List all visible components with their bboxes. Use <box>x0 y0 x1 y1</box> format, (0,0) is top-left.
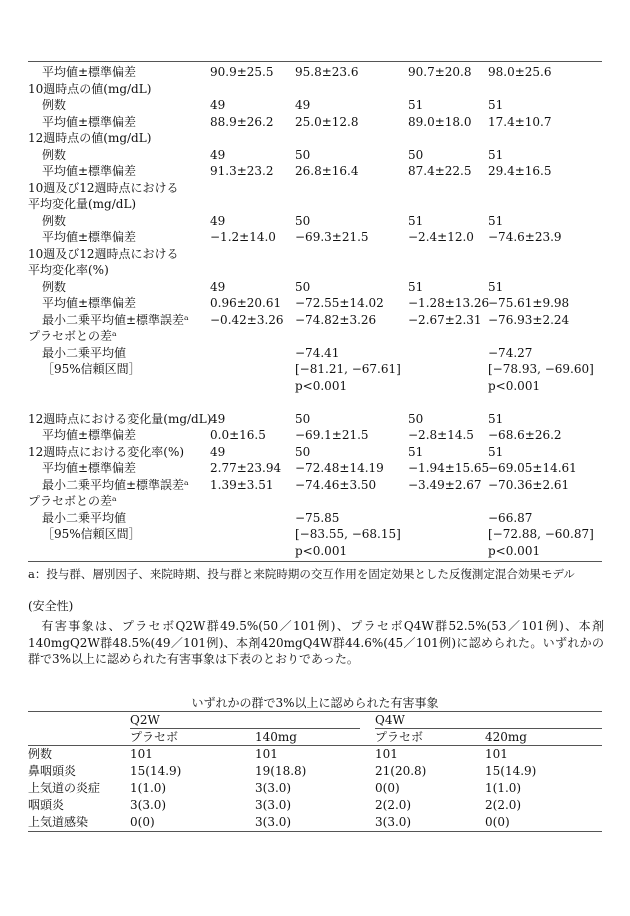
table-row <box>28 763 602 780</box>
table-cell: −69.1±21.5 <box>295 428 369 442</box>
table-row <box>28 526 602 543</box>
table-cell <box>408 345 488 362</box>
table-cell: 29.4±16.5 <box>488 164 552 178</box>
table-row <box>28 477 602 494</box>
table-cell: 50 <box>408 411 424 426</box>
table-row <box>28 411 602 428</box>
table-cell: 101 <box>130 747 153 761</box>
table-cell <box>210 526 295 543</box>
table-row <box>28 814 602 831</box>
ae-column-header: 140mg <box>255 730 297 744</box>
table-cell <box>210 180 295 197</box>
table-cell <box>408 246 488 263</box>
table-cell: p<0.001 <box>488 378 541 393</box>
table-cell <box>408 510 488 527</box>
table-cell: −3.49±2.67 <box>408 477 482 492</box>
table-row <box>28 460 602 477</box>
table-row <box>28 345 602 362</box>
table-cell: −0.42±3.26 <box>210 312 284 327</box>
table-cell <box>488 246 602 263</box>
table-cell: 49 <box>210 279 226 294</box>
table-cell: 101 <box>485 747 508 761</box>
table-cell: 98.0±25.6 <box>488 65 552 79</box>
table-cell: 1.39±3.51 <box>210 477 274 492</box>
table-cell: [−72.88, −60.87] <box>488 527 594 541</box>
table-row <box>28 746 602 763</box>
table-cell: −74.46±3.50 <box>295 477 377 492</box>
table-cell: −70.36±2.61 <box>488 477 570 492</box>
table-cell: 88.9±26.2 <box>210 114 274 129</box>
row-label: 平均値±標準偏差 <box>42 428 137 442</box>
table-cell: p<0.001 <box>488 543 541 558</box>
table-cell: 51 <box>488 444 504 459</box>
ae-column-header-row <box>28 729 602 746</box>
table-cell: 89.0±18.0 <box>408 114 472 129</box>
row-label <box>28 394 210 411</box>
ae-group-q2w: Q2W <box>130 712 360 729</box>
ae-column-header: プラセボ <box>130 730 179 744</box>
table-cell: 49 <box>210 147 226 162</box>
table-cell <box>408 526 488 543</box>
table-cell <box>488 81 602 98</box>
table-cell <box>210 493 295 510</box>
table-cell: 91.3±23.2 <box>210 164 274 178</box>
table-cell: [−83.55, −68.15] <box>295 527 401 541</box>
table-cell <box>210 378 295 395</box>
table-cell: −1.28±13.26 <box>408 296 490 310</box>
table-cell: 17.4±10.7 <box>488 114 552 129</box>
ae-column-header: プラセボ <box>375 730 424 744</box>
row-label: ［95%信頼区間］ <box>42 527 141 541</box>
table-cell <box>488 493 602 510</box>
table-row <box>28 543 602 560</box>
row-label: 12週時点の値(mg/dL) <box>28 131 152 145</box>
row-label: 最小二乗平均値±標準誤差ᵃ <box>42 312 189 327</box>
table-cell <box>295 196 408 213</box>
table-cell: 25.0±12.8 <box>295 114 359 129</box>
table-cell <box>210 262 295 279</box>
table-row <box>28 64 602 81</box>
table-row <box>28 229 602 246</box>
table-cell <box>488 394 602 411</box>
table-cell: 49 <box>210 213 226 228</box>
table-row <box>28 378 602 395</box>
table-row <box>28 180 602 197</box>
table-row <box>28 394 602 411</box>
table-cell <box>408 543 488 560</box>
table-cell: 3(3.0) <box>375 815 412 829</box>
ae-header-spacer <box>28 729 130 745</box>
table-row <box>28 196 602 213</box>
table-cell <box>488 130 602 147</box>
table-cell: 50 <box>295 147 311 162</box>
row-label: 例数 <box>28 747 53 761</box>
row-label: 10週時点の値(mg/dL) <box>28 81 152 96</box>
table-cell: −72.48±14.19 <box>295 461 384 475</box>
table-cell <box>295 394 408 411</box>
table-row <box>28 295 602 312</box>
table-cell <box>408 378 488 395</box>
table-cell: 51 <box>488 213 504 228</box>
table-row <box>28 780 602 797</box>
table-cell <box>408 328 488 345</box>
table-cell: 0(0) <box>485 815 510 829</box>
statistics-table-rows <box>28 64 602 559</box>
table-cell: p<0.001 <box>295 378 348 393</box>
table-cell <box>408 394 488 411</box>
table-cell: 19(18.8) <box>255 764 307 778</box>
row-label: 12週時点における変化率(%) <box>28 444 185 459</box>
table-cell: −74.6±23.9 <box>488 230 562 244</box>
table-cell: 51 <box>488 279 504 294</box>
table-cell: [−81.21, −67.61] <box>295 362 401 376</box>
table-row <box>28 328 602 345</box>
table-cell: 50 <box>295 279 311 294</box>
table-cell: −72.55±14.02 <box>295 296 384 310</box>
table-cell <box>488 180 602 197</box>
table-cell <box>408 130 488 147</box>
row-label: 例数 <box>42 213 67 228</box>
table-cell: [−78.93, −69.60] <box>488 362 594 376</box>
row-label: 平均変化量(mg/dL) <box>28 197 137 211</box>
table-cell <box>488 262 602 279</box>
table-cell <box>295 493 408 510</box>
table-cell: −74.27 <box>488 345 533 360</box>
table-cell: 49 <box>210 444 226 459</box>
table-row <box>28 81 602 98</box>
row-label: 平均値±標準偏差 <box>42 65 137 79</box>
row-label: ［95%信頼区間］ <box>42 362 141 376</box>
row-label: 上気道感染 <box>28 815 89 829</box>
ae-group-q4w: Q4W <box>375 712 602 729</box>
table-cell: 51 <box>488 411 504 426</box>
table-cell <box>408 262 488 279</box>
table-cell: 2(2.0) <box>485 798 522 812</box>
table-cell: 51 <box>488 98 504 112</box>
table-cell: −2.8±14.5 <box>408 428 474 442</box>
table-cell <box>295 328 408 345</box>
table-cell: 101 <box>375 747 398 761</box>
table-cell: −2.4±12.0 <box>408 230 474 244</box>
table-cell: 50 <box>295 411 311 426</box>
table-cell <box>295 81 408 98</box>
table-cell: 90.9±25.5 <box>210 65 274 79</box>
table-cell: 3(3.0) <box>255 815 292 829</box>
table-cell: 3(3.0) <box>255 798 292 812</box>
table-cell: 26.8±16.4 <box>295 164 359 178</box>
table-cell <box>408 196 488 213</box>
table-row <box>28 510 602 527</box>
row-label: 10週及び12週時点における <box>28 246 179 261</box>
ae-column-header: 420mg <box>485 730 527 744</box>
table-cell: −1.2±14.0 <box>210 230 276 244</box>
row-label: プラセボとの差ᵃ <box>28 329 117 343</box>
table-cell: 51 <box>488 147 504 162</box>
table-cell: 50 <box>295 444 311 459</box>
table-cell: 49 <box>210 98 226 112</box>
table-cell: −76.93±2.24 <box>488 312 570 327</box>
table-cell <box>488 196 602 213</box>
table-footnote: a：投与群、層別因子、来院時期、投与群と来院時期の交互作用を固定効果とした反復測定混合効果モデル <box>28 567 575 581</box>
table-cell: −75.61±9.98 <box>488 296 570 310</box>
safety-paragraph: 有害事象は、プラセボQ2W群49.5%(50／101例)、プラセボQ4W群52.5%(53／101例)、本剤140mgQ2W群48.5%(49／101例)、本剤420mgQ4W群44.6%(45／101例)に認められた。いずれかの群で3%以上に認められた有害事象は下表のとおりであった。 <box>28 619 604 666</box>
table-row <box>28 279 602 296</box>
row-label: プラセボとの差ᵃ <box>28 494 117 508</box>
table-cell <box>210 196 295 213</box>
table-cell <box>210 328 295 345</box>
table-cell: 101 <box>255 747 278 761</box>
table-cell: 15(14.9) <box>130 764 182 778</box>
table-cell: 95.8±23.6 <box>295 65 359 79</box>
row-label: 平均値±標準偏差 <box>42 164 137 178</box>
row-label: 平均値±標準偏差 <box>42 461 137 475</box>
table-cell: 51 <box>408 279 424 294</box>
row-label: 平均変化率(%) <box>28 263 109 277</box>
table-cell: 0.0±16.5 <box>210 428 266 442</box>
table-cell: −75.85 <box>295 510 340 525</box>
table-row <box>28 427 602 444</box>
table-cell: −74.41 <box>295 345 340 360</box>
table-cell: −2.67±2.31 <box>408 312 482 327</box>
ae-group-header-row <box>28 712 602 729</box>
table-cell: p<0.001 <box>295 543 348 558</box>
row-label: 平均値±標準偏差 <box>42 230 137 244</box>
table-cell <box>295 262 408 279</box>
table-row <box>28 797 602 814</box>
row-label <box>28 378 210 395</box>
table-cell <box>295 246 408 263</box>
table-cell: −68.6±26.2 <box>488 428 562 442</box>
row-label: 最小二乗平均値 <box>42 345 127 360</box>
table-cell <box>408 180 488 197</box>
table-row <box>28 312 602 329</box>
safety-section-heading: (安全性) <box>28 599 74 613</box>
table-cell: 3(3.0) <box>130 798 167 812</box>
table-row <box>28 130 602 147</box>
table-row <box>28 114 602 131</box>
table-cell: 1(1.0) <box>130 781 167 795</box>
row-label: 例数 <box>42 147 67 162</box>
table-cell: 3(3.0) <box>255 781 292 795</box>
table-cell <box>295 130 408 147</box>
table-row <box>28 444 602 461</box>
row-label: 最小二乗平均値±標準誤差ᵃ <box>42 477 189 492</box>
table-cell: 0.96±20.61 <box>210 296 282 310</box>
row-label: 咽頭炎 <box>28 798 65 812</box>
table-cell: 90.7±20.8 <box>408 65 472 79</box>
table-cell <box>408 81 488 98</box>
table-cell: 0(0) <box>375 781 400 795</box>
table-cell <box>210 510 295 527</box>
table-cell <box>210 81 295 98</box>
table-row <box>28 262 602 279</box>
table-row <box>28 361 602 378</box>
table-cell: 0(0) <box>130 815 155 829</box>
row-label: 12週時点における変化量(mg/dL) <box>28 411 212 426</box>
row-label: 例数 <box>42 98 67 112</box>
table-cell <box>210 361 295 378</box>
table-cell <box>210 543 295 560</box>
table-cell <box>488 328 602 345</box>
table-cell <box>210 394 295 411</box>
table-cell: 51 <box>408 444 424 459</box>
table-cell: −1.94±15.65 <box>408 461 490 475</box>
table-row <box>28 493 602 510</box>
table-cell: −66.87 <box>488 510 533 525</box>
row-label: 平均値±標準偏差 <box>42 296 137 310</box>
row-label: 10週及び12週時点における <box>28 180 179 195</box>
table-cell: 51 <box>408 98 424 112</box>
table-row <box>28 246 602 263</box>
table-cell: 15(14.9) <box>485 764 537 778</box>
table-row <box>28 147 602 164</box>
row-label: 最小二乗平均値 <box>42 510 127 525</box>
row-label: 例数 <box>42 279 67 294</box>
table-cell: 51 <box>408 213 424 228</box>
table-row <box>28 213 602 230</box>
table-cell: 1(1.0) <box>485 781 522 795</box>
table-cell <box>210 345 295 362</box>
table-cell: 49 <box>295 98 311 112</box>
table-cell: 50 <box>295 213 311 228</box>
table-row <box>28 97 602 114</box>
table-cell <box>210 246 295 263</box>
table-cell: −69.3±21.5 <box>295 230 369 244</box>
table-cell: 2.77±23.94 <box>210 461 282 475</box>
table-cell: 87.4±22.5 <box>408 164 472 178</box>
table-cell: −74.82±3.26 <box>295 312 377 327</box>
adverse-events-table <box>28 711 602 832</box>
ae-table-rows <box>28 746 602 831</box>
ae-header-spacer <box>28 712 130 729</box>
table-cell: 21(20.8) <box>375 764 427 778</box>
table-row <box>28 163 602 180</box>
table-cell: −69.05±14.61 <box>488 461 577 475</box>
row-label <box>28 543 210 560</box>
table-cell <box>295 180 408 197</box>
table-cell <box>408 361 488 378</box>
statistics-table <box>28 61 602 562</box>
row-label: 平均値±標準偏差 <box>42 114 137 129</box>
table-cell <box>408 493 488 510</box>
table-cell: 49 <box>210 411 226 426</box>
row-label: 上気道の炎症 <box>28 781 101 795</box>
table-cell: 2(2.0) <box>375 798 412 812</box>
row-label: 鼻咽頭炎 <box>28 764 77 778</box>
adverse-events-table-title: いずれかの群で3%以上に認められた有害事象 <box>191 696 439 710</box>
table-cell <box>210 130 295 147</box>
table-cell: 50 <box>408 147 424 162</box>
